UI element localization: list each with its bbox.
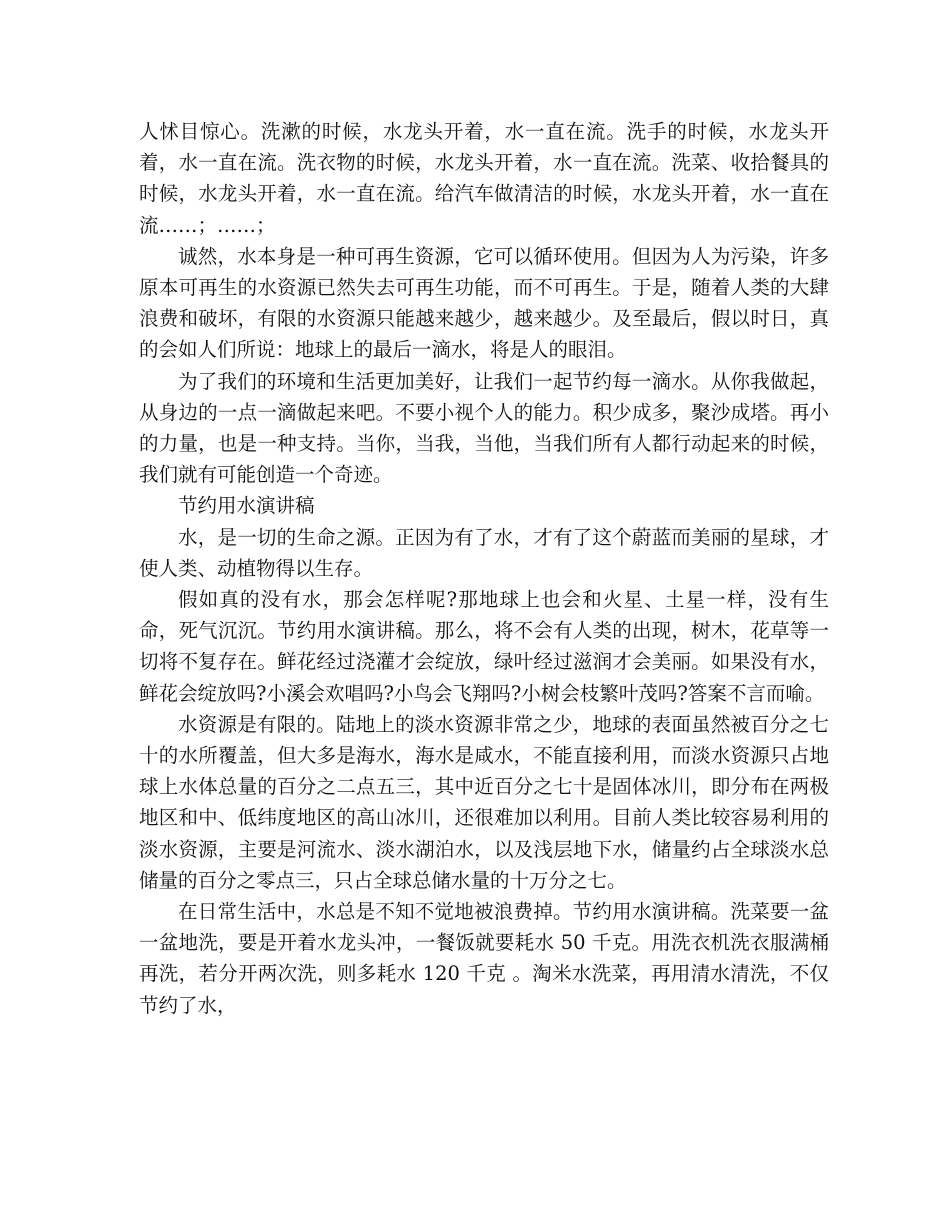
paragraph-call-to-action: 为了我们的环境和生活更加美好，让我们一起节约每一滴水。从你我做起，从身边的一点一滴做起来吧。不要小视个人的能力。积少成多，聚沙成塔。再小的力量，也是一种支持。当你，当我，当他，当我们所有人都行动起来的时候，我们就有可能创造一个奇迹。 [139,369,829,487]
paragraph-daily-waste: 在日常生活中，水总是不知不觉地被浪费掉。节约用水演讲稿。洗菜要一盆一盆地洗，要是开着水龙头冲，一餐饭就要耗水 50 千克。用洗衣机洗衣服满桶再洗，若分开两次洗，则多耗水 120 千克 。淘米水洗菜，再用清水清洗，不仅节约了水， [139,900,829,1017]
paragraph-source-of-life: 水，是一切的生命之源。正因为有了水，才有了这个蔚蓝而美丽的星球，才使人类、动植物得以生存。 [139,525,829,580]
paragraph-without-water: 假如真的没有水，那会怎样呢?那地球上也会和火星、土星一样，没有生命，死气沉沉。节约用水演讲稿。那么，将不会有人类的出现，树木，花草等一切将不复存在。鲜花经过浇灌才会绽放，绿叶经过滋润才会美丽。如果没有水，鲜花会绽放吗?小溪会欢唱吗?小鸟会飞翔吗?小树会枝繁叶茂吗?答案不言而喻。 [139,588,829,705]
paragraph-continuation: 人怵目惊心。洗漱的时候，水龙头开着，水一直在流。洗手的时候，水龙头开着，水一直在流。洗衣物的时候，水龙头开着，水一直在流。洗菜、收拾餐具的时候，水龙头开着，水一直在流。给汽车做清洁的时候，水龙头开着，水一直在流……；……； [139,120,829,237]
section-heading: 节约用水演讲稿 [178,494,315,518]
paragraph-limited-resources: 水资源是有限的。陆地上的淡水资源非常之少，地球的表面虽然被百分之七十的水所覆盖，但大多是海水，海水是咸水，不能直接利用，而淡水资源只占地球上水体总量的百分之二点五三，其中近百分之七十是固体冰川，即分布在两极地区和中、低纬度地区的高山冰川，还很难加以利用。目前人类比较容易利用的淡水资源，主要是河流水、淡水湖泊水，以及浅层地下水，储量约占全球淡水总储量的百分之零点三，只占全球总储水量的十万分之七。 [139,712,829,892]
document-body [139,116,829,1021]
paragraph-renewable-resource: 诚然，水本身是一种可再生资源，它可以循环使用。但因为人为污染，许多原本可再生的水资源已然失去可再生功能，而不可再生。于是，随着人类的大肆浪费和破坏，有限的水资源只能越来越少，越来越少。及至最后，假以时日，真的会如人们所说：地球上的最后一滴水，将是人的眼泪。 [139,244,829,362]
